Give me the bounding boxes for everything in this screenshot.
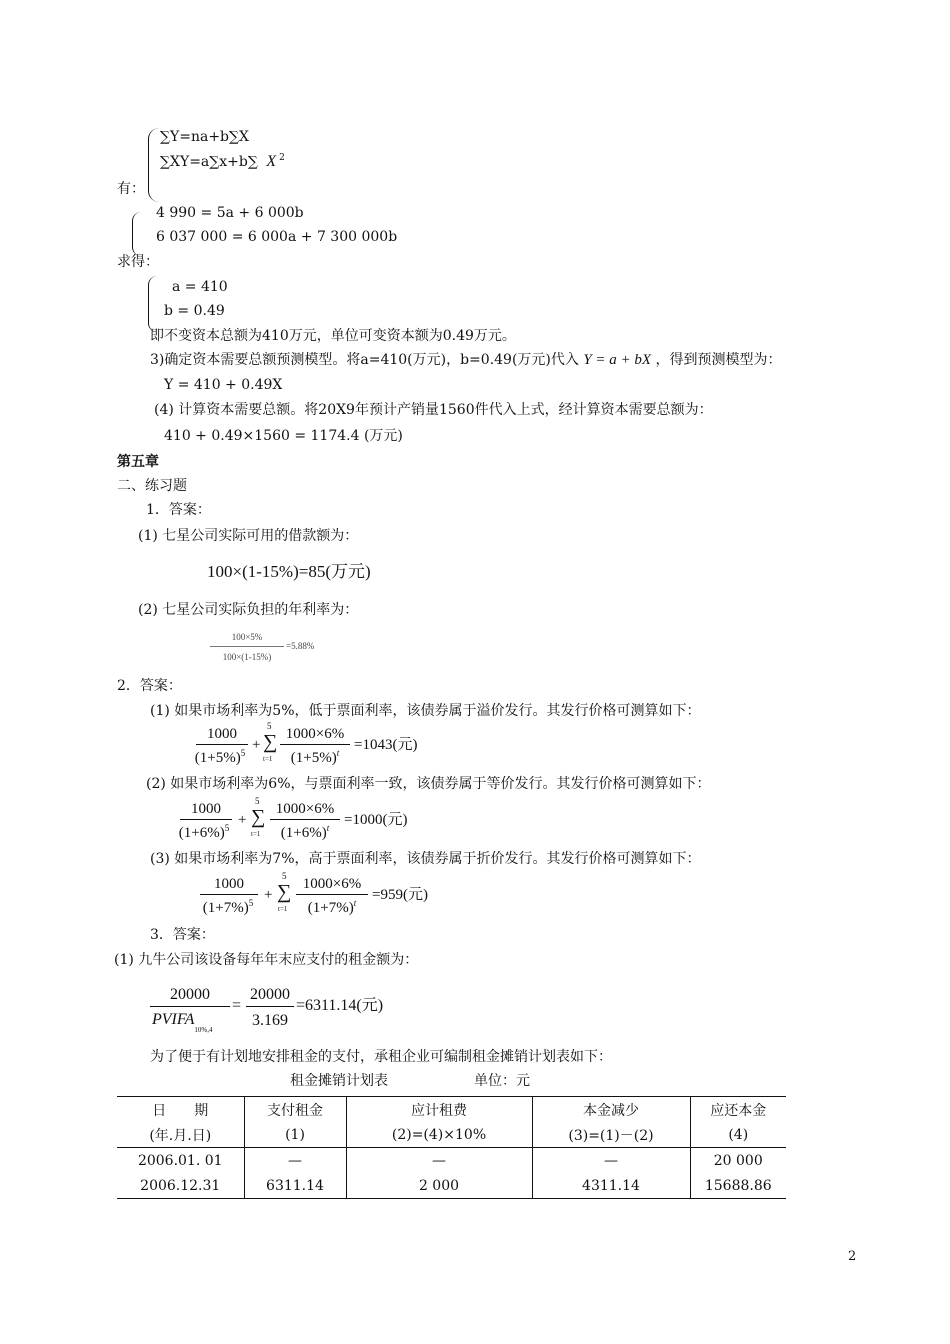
f3-result: =959(元)	[372, 887, 428, 903]
question-2-1: (1) 如果市场利率为5%，低于票面利率，该债券属于溢价发行。其发行价格可测算如下：	[150, 703, 701, 719]
table-row	[117, 1148, 786, 1174]
f1-denominator-2: $(1+5\%)^t$	[290, 748, 340, 766]
bond-price-formula-5pct	[194, 721, 496, 770]
f3-sigma-icon: ∑	[277, 881, 292, 903]
f1-sigma-lower: t=1	[263, 755, 273, 763]
cell-interest: 2 000	[346, 1173, 532, 1199]
f2-bar-2	[270, 819, 340, 820]
conclusion-text: 即不变资本总额为410万元，单位可变资本额为0.49万元。	[150, 328, 516, 344]
question-2-2: (2) 如果市场利率为6%，与票面利率一致，该债券属于等价发行。其发行价格可测算如下：	[146, 776, 711, 792]
f1-result: =1043(元)	[354, 737, 418, 753]
header-principal-reduction: 本金减少	[532, 1097, 690, 1123]
f3-denominator-2: $(1+7\%)^t$	[307, 898, 357, 916]
header-date: 日 期	[117, 1097, 244, 1123]
header-col-2: (2)=(4)×10%	[346, 1122, 532, 1148]
f1-numerator-2: 1000×6%	[285, 726, 345, 742]
equation-sum-y: ∑Y=na+b∑X	[160, 129, 249, 145]
bond-price-formula-6pct	[178, 796, 480, 845]
cell-rent: —	[244, 1148, 346, 1174]
header-interest: 应计租费	[346, 1097, 532, 1123]
brace-solution	[148, 276, 157, 332]
f1-bar-1	[196, 744, 248, 745]
f1-sigma-upper: 5	[267, 721, 272, 731]
cell-reduction: —	[532, 1148, 690, 1174]
rate-result: =5.88%	[286, 641, 315, 651]
table-header-row-2	[117, 1122, 786, 1148]
solution-b: b = 0.49	[164, 303, 225, 319]
table-row	[117, 1173, 786, 1199]
model-equation: Y = 410 + 0.49X	[164, 377, 283, 393]
f3-numerator-2: 1000×6%	[302, 876, 362, 892]
brace-system-1	[148, 128, 159, 202]
question-1-2: (2) 七星公司实际负担的年利率为：	[138, 602, 359, 618]
rate-denominator: 100×(1-15%)	[222, 652, 272, 662]
rent-bar-1	[150, 1006, 230, 1007]
cell-date: 2006.01. 01	[117, 1148, 244, 1174]
question-2-3: (3) 如果市场利率为7%，高于票面利率，该债券属于折价发行。其发行价格可测算如下：	[150, 851, 701, 867]
rent-equals: =	[232, 997, 242, 1014]
f1-denominator-1: $(1+5\%)^5$	[194, 748, 246, 766]
formula-loan-amount: 100×(1-15%)=85(万元)	[207, 562, 371, 581]
rent-numerator-2: 20000	[250, 986, 290, 1003]
rent-numerator-1: 20000	[170, 986, 210, 1003]
label-qiude: 求得：	[117, 254, 159, 270]
f2-result: =1000(元)	[344, 812, 408, 828]
cell-date: 2006.12.31	[117, 1173, 244, 1199]
header-col-1: (1)	[244, 1122, 346, 1148]
rent-result: =6311.14(元)	[296, 997, 384, 1014]
rent-denominator-1: $PVIFA_{10\%,4}$	[152, 1011, 213, 1034]
f2-sigma-upper: 5	[255, 796, 260, 806]
step4-text: (4) 计算资本需要总额。将20X9年预计产销量1560件代入上式，经计算资本需要总额为：	[154, 402, 713, 418]
f3-bar-2	[296, 894, 368, 895]
f3-plus: +	[264, 887, 273, 903]
solution-a: a = 410	[172, 279, 228, 295]
table-intro: 为了便于有计划地安排租金的支付，承租企业可编制租金摊销计划表如下：	[150, 1049, 612, 1065]
f1-bar-2	[280, 744, 350, 745]
f3-sigma-upper: 5	[282, 871, 287, 881]
f2-numerator-2: 1000×6%	[275, 801, 335, 817]
f1-numerator-1: 1000	[207, 726, 237, 742]
f2-denominator-2: $(1+6\%)^t$	[280, 823, 330, 841]
answer-2-label: 2．答案：	[117, 678, 182, 694]
page-number: 2	[848, 1249, 857, 1264]
question-3-1: (1) 九牛公司该设备每年年末应支付的租金额为：	[114, 952, 419, 968]
f1-sigma-icon: ∑	[263, 731, 278, 753]
rent-amortization-table	[117, 1096, 786, 1199]
header-col-4: (4)	[690, 1122, 786, 1148]
rate-fraction-bar	[210, 646, 284, 647]
f2-numerator-1: 1000	[191, 801, 221, 817]
header-col-3: (3)=(1)－(2)	[532, 1122, 690, 1148]
f1-plus: +	[252, 737, 261, 753]
chapter-title: 第五章	[117, 454, 159, 470]
cell-rent: 6311.14	[244, 1173, 346, 1199]
f2-sigma-lower: t=1	[251, 830, 261, 838]
rate-numerator: 100×5%	[231, 632, 263, 642]
rent-denominator-2: 3.169	[252, 1012, 288, 1029]
label-you: 有：	[117, 181, 145, 197]
question-1-1: (1) 七星公司实际可用的借款额为：	[138, 528, 359, 544]
f3-bar-1	[200, 894, 258, 895]
equation-system-line-1: 4 990 = 5a + 6 000b	[156, 205, 304, 221]
brace-system-2	[132, 212, 141, 256]
f3-numerator-1: 1000	[214, 876, 244, 892]
cell-principal: 15688.86	[690, 1173, 786, 1199]
f2-bar-1	[180, 819, 232, 820]
f2-plus: +	[238, 812, 247, 828]
rent-bar-2	[246, 1006, 294, 1007]
equation-system-line-2: 6 037 000 = 6 000a + 7 300 000b	[156, 229, 398, 245]
header-date-format: (年.月.日)	[149, 1127, 212, 1144]
cell-reduction: 4311.14	[532, 1173, 690, 1199]
cell-principal: 20 000	[690, 1148, 786, 1174]
table-title: 租金摊销计划表	[290, 1073, 388, 1089]
f2-denominator-1: $(1+6\%)^5$	[178, 823, 230, 841]
step3-text: 3)确定资本需要总额预测模型。将a=410(万元)，b=0.49(万元)代入 Y = a + bX ，得到预测模型为：	[150, 352, 782, 368]
answer-1-label: 1．答案：	[146, 502, 211, 518]
header-principal-due: 应还本金	[690, 1097, 786, 1123]
exercises-heading: 二、练习题	[117, 478, 187, 494]
f2-sigma-icon: ∑	[251, 806, 266, 828]
equation-sum-xy: ∑XY=a∑x+b∑ X $^2$	[160, 153, 285, 170]
bond-price-formula-7pct	[200, 871, 500, 920]
f3-sigma-lower: t=1	[278, 905, 288, 913]
step4-result: 410 + 0.49×1560 = 1174.4 (万元)	[164, 428, 403, 444]
rent-formula	[150, 984, 430, 1034]
f3-denominator-1: $(1+7\%)^5$	[202, 898, 254, 916]
table-header-row-1	[117, 1097, 786, 1123]
cell-interest: —	[346, 1148, 532, 1174]
header-rent-paid: 支付租金	[244, 1097, 346, 1123]
table-unit: 单位：元	[474, 1073, 530, 1089]
answer-3-label: 3．答案：	[150, 927, 215, 943]
